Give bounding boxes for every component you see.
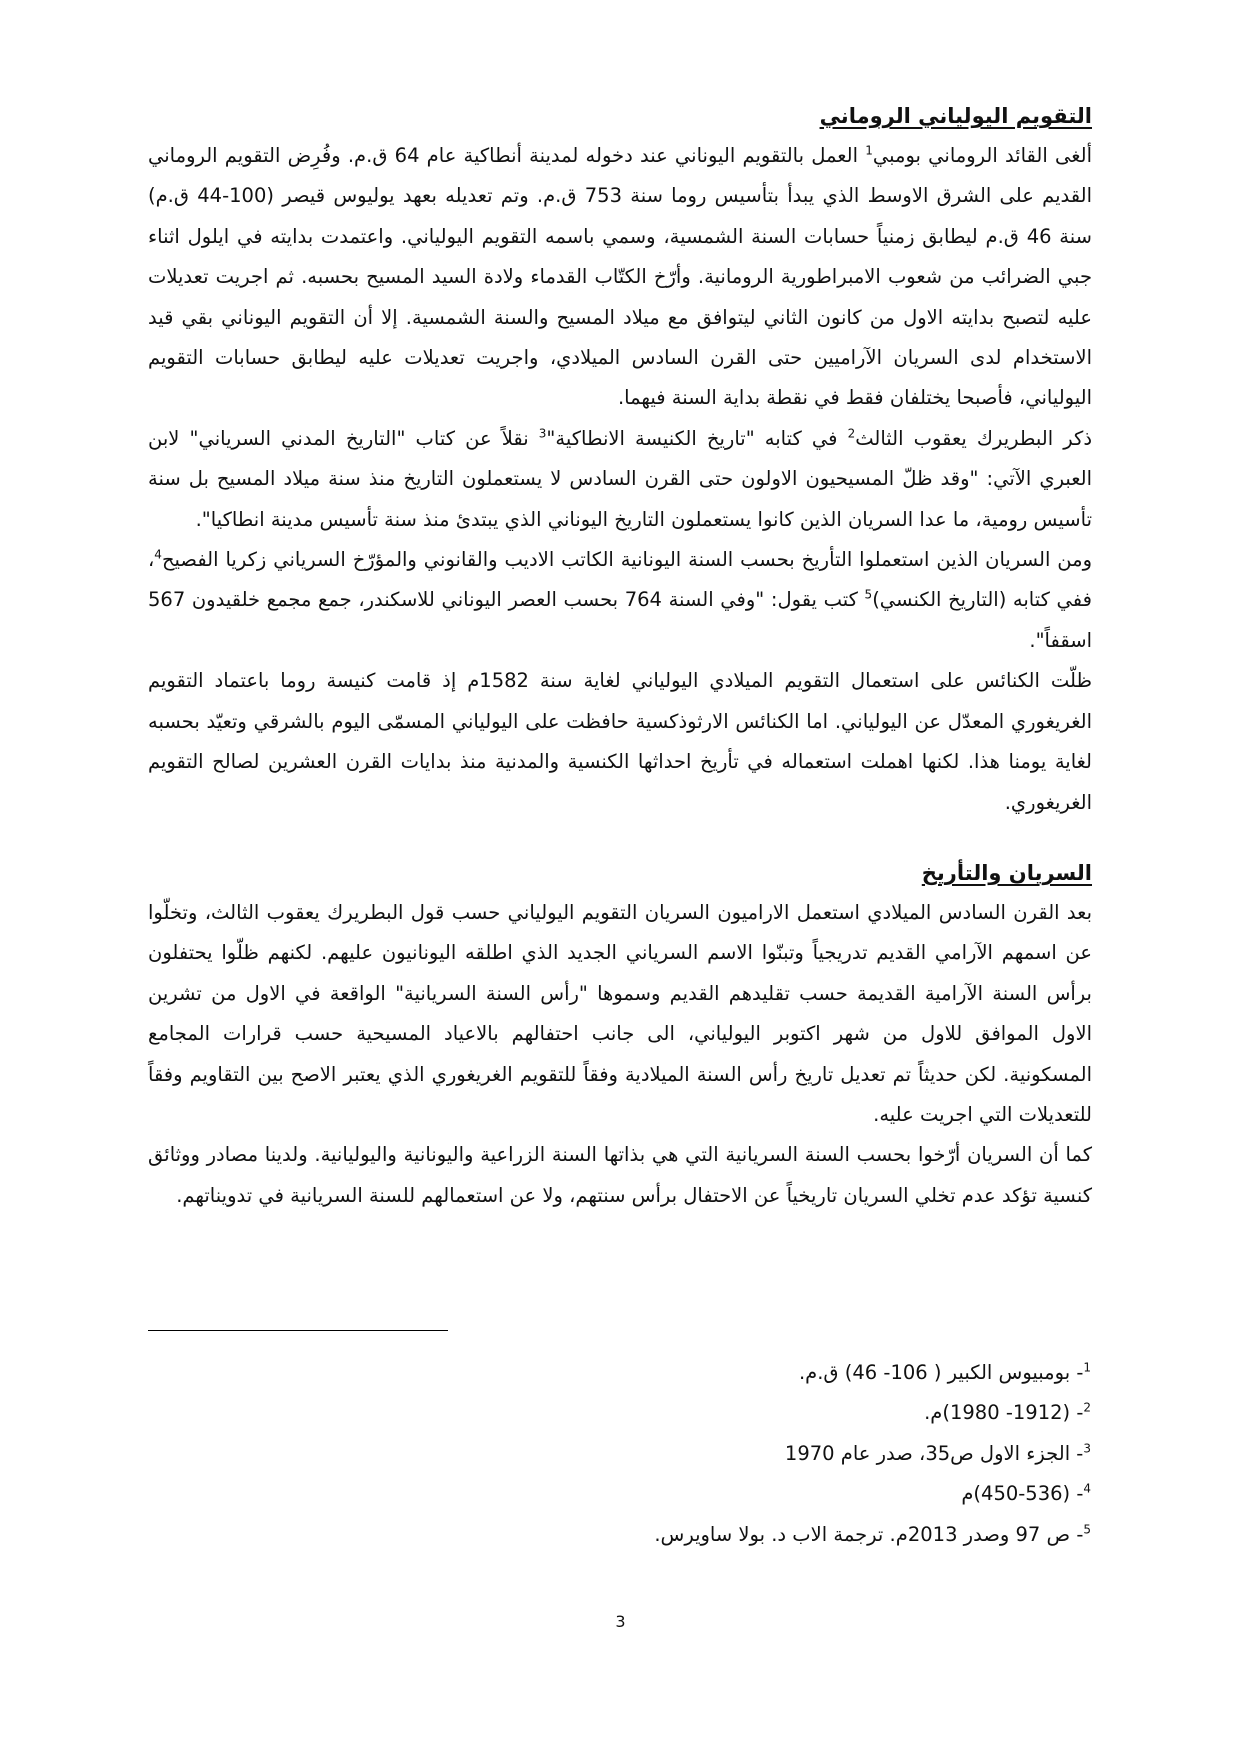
section-heading-julian-roman-calendar: التقويم اليولياني الروماني — [819, 104, 1092, 128]
footnote-ref-5[interactable]: 5 — [864, 587, 873, 602]
footnote-number: 3 — [1083, 1441, 1091, 1456]
footnote-text: - الجزء الاول ص35، صدر عام 1970 — [784, 1441, 1084, 1465]
footnote-number: 2 — [1083, 1400, 1091, 1415]
text-run: في كتابه "تاريخ الكنيسة الانطاكية" — [546, 426, 848, 450]
text-run: ألغى القائد الروماني بومبي — [872, 144, 1092, 167]
paragraph-syriac-year-usage: كما أن السريان أرّخوا بحسب السنة السريانية التي هي بذاتها السنة الزراعية واليونانية واليوليانية. ولدينا مصادر ووثائق كنسية تؤكد عدم تخلي السريان تاريخياً عن الاحتفال برأس سنتهم، ولا عن استعمالهم للسنة السريانية في تدويناتهم. — [148, 1143, 1092, 1207]
footnote-2 — [654, 1393, 1091, 1433]
footnote-number: 5 — [1083, 1522, 1091, 1537]
footnote-5 — [654, 1515, 1091, 1555]
paragraph-churches-gregorian: ظلّت الكنائس على استعمال التقويم الميلادي اليولياني لغاية سنة 1582م إذ قامت كنيسة روما باعتماد التقويم الغريغوري المعدّل عن اليولياني. اما الكنائس الارثوذكسية حافظت على اليولياني المسمّى اليوم بالشرقي وتعيّد بحسبه لغاية يومنا هذا. لكنها اهملت استعماله في تأريخ احداثها الكنسية والمدنية منذ بدايات القرن العشرين لصالح التقويم الغريغوري. — [148, 669, 1092, 814]
document-body — [148, 96, 1092, 1216]
footnote-text: - ص 97 وصدر 2013م. ترجمة الاب د. بولا ساويرس. — [654, 1522, 1084, 1546]
text-run: كتب يقول: "وفي السنة 764 بحسب العصر اليوناني للاسكندر، جمع مجمع خلقيدون 567 اسقفاً". — [148, 588, 1092, 652]
paragraph-syriac-new-year: بعد القرن السادس الميلادي استعمل الاراميون السريان التقويم اليولياني حسب قول البطريرك يعقوب الثالث، وتخلّوا عن اسمهم الآرامي القديم تدريجياً وتبنّوا الاسم السرياني الجديد الذي اطلقه اليونانيون عليهم. لكنهم ظلّوا يحتفلون برأس السنة الآرامية القديمة حسب تقليدهم القديم وسموها "رأس السنة السريانية" الواقعة في الاول من تشرين الاول الموافق للاول من شهر اكتوبر اليولياني، الى جانب احتفالهم بالاعياد المسيحية حسب قرارات المجامع المسكونية. لكن حديثاً تم تعديل تاريخ رأس السنة الميلادية وفقاً للتقويم الغريغوري الذي يعتبر الاصح بين التقاويم وفقاً للتعديلات التي اجريت عليه. — [148, 900, 1092, 1126]
footnote-text: - بومبيوس الكبير ( 106- 46) ق.م. — [798, 1361, 1084, 1384]
footnote-text: - (1912- 1980)م. — [924, 1401, 1084, 1425]
footnote-ref-1[interactable]: 1 — [865, 143, 873, 158]
footnote-ref-3[interactable]: 3 — [538, 426, 547, 441]
footnote-ref-4[interactable]: 4 — [154, 547, 162, 562]
text-run: نقلاً عن كتاب "التاريخ المدني السرياني" لابن العبري الآتي: "وقد ظلّ المسيحيون الاولون حتى القرن السادس لا يستعملون التاريخ منذ سنة ميلاد المسيح بل سنة تأسيس رومية، ما عدا السريان الذين كانوا يستعملون التاريخ اليوناني الذي يبتدئ منذ سنة تأسيس مدينة انطاكيا". — [148, 426, 1092, 531]
paragraph-patriarch-jacob — [148, 419, 1092, 540]
footnote-text: - (450-536)م — [961, 1482, 1084, 1506]
page-number: 3 — [615, 1612, 626, 1631]
section-spacer — [148, 823, 1092, 853]
text-run: ، ففي كتابه (التاريخ الكنسي) — [148, 548, 1092, 612]
footnote-4 — [654, 1474, 1091, 1514]
paragraph-zacharias-rhetor — [148, 540, 1092, 661]
text-run: ذكر البطريرك يعقوب الثالث — [855, 426, 1092, 450]
footnote-number: 4 — [1083, 1481, 1091, 1496]
footnote-number: 1 — [1083, 1360, 1091, 1375]
footnote-3 — [654, 1434, 1091, 1474]
footnote-separator — [148, 1330, 448, 1331]
footnote-ref-2[interactable]: 2 — [847, 426, 856, 441]
text-run: ومن السريان الذين استعملوا التأريخ بحسب السنة اليونانية الكاتب الاديب والقانوني والمؤرّخ السرياني زكريا الفصيح — [161, 548, 1092, 572]
paragraph-pompey-julian — [148, 136, 1092, 419]
section-heading-syriacs-dating: السريان والتأريخ — [921, 860, 1092, 885]
footnote-1 — [654, 1353, 1091, 1393]
footnotes — [654, 1353, 1091, 1555]
text-run: العمل بالتقويم اليوناني عند دخوله لمدينة أنطاكية عام 64 ق.م. وفُرِض التقويم الروماني القديم على الشرق الاوسط الذي يبدأ بتأسيس روما سنة 753 ق.م. وتم تعديله بعهد يوليوس قيصر (100-44 ق.م) سنة 46 ق.م ليطابق زمنياً حسابات السنة الشمسية، وسمي باسمه التقويم اليولياني. واعتمدت بدايته في ايلول اثناء جبي الضرائب من شعوب الامبراطورية الرومانية. وأرّخ الكتّاب القدماء ولادة السيد المسيح بحسبه. ثم اجريت تعديلات عليه لتصبح بدايته الاول من كانون الثاني ليتوافق مع ميلاد المسيح والسنة الشمسية. إلا أن التقويم اليوناني بقي قيد الاستخدام لدى السريان الآراميين حتى القرن السادس الميلادي، واجريت تعديلات عليه ليطابق حسابات التقويم اليولياني، فأصبحا يختلفان فقط في نقطة بداية السنة فيهما. — [148, 144, 1092, 410]
